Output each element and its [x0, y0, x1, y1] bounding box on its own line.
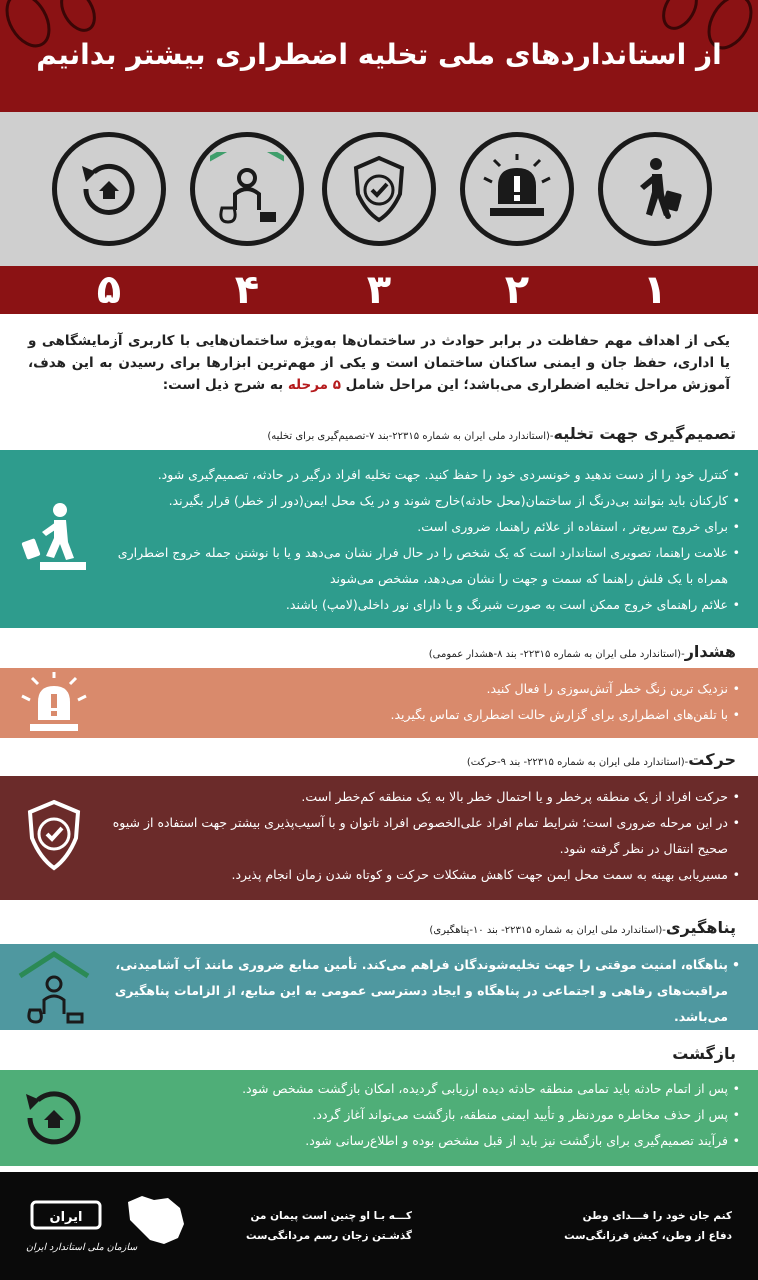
alarm-light-icon	[16, 666, 92, 742]
section-title-movement: حرکت-(استاندارد ملی ایران به شماره ۲۲۳۱۵- بند ۹-حرکت)	[466, 750, 736, 769]
section-icon	[12, 494, 96, 578]
list-item: • کارکنان باید بتوانند بی‌درنگ از ساختمان(محل حادثه)خارج شوند و در یک محل ایمن(دور از خطر) قرار بگیرند.	[110, 488, 740, 514]
footer-poem-line: گذشـتن زجان رسم مردانگی‌ست	[245, 1230, 412, 1242]
footer-poem-middle	[246, 1206, 412, 1246]
footer-org-name: سازمان ملی استاندارد ایران	[26, 1242, 138, 1253]
section-band-return	[0, 1070, 758, 1166]
standard-logo-icon	[30, 1196, 102, 1236]
section-band-movement	[0, 776, 758, 900]
section-ref: -(استاندارد ملی ایران به شماره ۲۲۳۱۵- بند ۸-هشدار عمومی)	[428, 649, 685, 660]
section-ref: -(استاندارد ملی ایران به شماره ۲۲۳۱۵- بند ۱۰-پناهگیری)	[429, 925, 666, 936]
section-icon	[12, 662, 96, 746]
step-number-1: ۱	[642, 267, 668, 313]
list-item: • حرکت افراد از یک منطقه پرخطر و یا احتمال خطر بالا به یک منطقه کم‌خطر است.	[110, 784, 740, 810]
list-item: • علائم راهنمای خروج ممکن است به صورت شبرنگ و یا دارای نور داخلی(لامپ) باشند.	[110, 592, 740, 618]
logo-text: ایران	[49, 1210, 83, 1225]
intro-highlight: ۵ مرحله	[287, 377, 341, 393]
list-item: • فرآیند تصمیم‌گیری برای بازگشت نیز باید از قبل مشخص بوده و اطلاع‌رسانی شود.	[110, 1128, 740, 1154]
shelter-icon	[16, 950, 92, 1026]
steps-icon-band	[0, 112, 758, 266]
intro-text-before: یکی از اهداف مهم حفاظت در برابر حوادث در ساختمان‌ها به‌ویژه ساختمان‌هایی با کاربری آزمایشگاهی و یا اداری، حفظ جان و ایمنی ساکنان ساختمان است و یکی از مهم‌ترین ابزارها برای رسیدن به این هدف، آموزش مراحل تخلیه اضطراری می‌باشد؛ این مراحل شامل	[28, 333, 730, 393]
bullet-list	[110, 784, 740, 888]
section-ref: -(استاندارد ملی ایران به شماره ۲۲۳۱۵- بند ۹-حرکت)	[466, 757, 689, 768]
footer-poem-line: دفاع از وطن، کیش فرزانگی‌ست	[564, 1230, 732, 1242]
section-ref: -(استاندارد ملی ایران به شماره ۲۲۳۱۵-بند ۷-تصمیم‌گیری برای تخلیه)	[267, 431, 554, 442]
list-item: • پناهگاه، امنیت موقتی را جهت تخلیه‌شوندگان فراهم می‌کند. تأمین منابع ضروری مانند آب آشامیدنی، مراقبت‌های رفاهی و اجتماعی در پناهگاه و ایجاد دسترسی عمومی به این منابع، از الزامات پناهگیری می‌باشد.	[110, 952, 740, 1030]
step-number-3: ۳	[366, 267, 392, 313]
bullet-list	[110, 1076, 740, 1154]
section-title-alarm: هشدار-(استاندارد ملی ایران به شماره ۲۲۳۱۵- بند ۸-هشدار عمومی)	[428, 642, 736, 661]
section-band-shelter	[0, 944, 758, 1030]
intro-text-after: به شرح ذیل است:	[162, 377, 288, 393]
bullet-list	[110, 462, 740, 618]
list-item: • نزدیک ترین زنگ خطر آتش‌سوزی را فعال کنید.	[110, 676, 740, 702]
footer	[0, 1172, 758, 1280]
bullet-list	[110, 676, 740, 728]
section-band-alarm	[0, 668, 758, 738]
step-5-circle	[52, 132, 166, 246]
step-2-circle	[460, 132, 574, 246]
section-icon	[12, 794, 96, 878]
walking-person-icon	[16, 498, 92, 574]
section-band-evacuation-decision	[0, 450, 758, 628]
section-title-shelter: پناهگیری-(استاندارد ملی ایران به شماره ۲۲۳۱۵- بند ۱۰-پناهگیری)	[429, 918, 736, 937]
step-number-5: ۵	[96, 267, 122, 313]
step-1-circle	[598, 132, 712, 246]
walking-person-icon	[618, 152, 692, 226]
section-icon	[12, 1076, 96, 1160]
list-item: • پس از حذف مخاطره موردنظر و تأیید ایمنی منطقه، بازگشت می‌تواند آغاز گردد.	[110, 1102, 740, 1128]
bullet-list	[110, 952, 740, 1030]
step-3-circle	[322, 132, 436, 246]
list-item: • علامت راهنما، تصویری استاندارد است که یک شخص را در حال فرار نشان می‌دهد و یا با نوشتن جمله خروج اضطراری همراه با یک فلش راهنما که سمت و جهت را نشان می‌دهد، مشخص می‌شوند	[110, 540, 740, 592]
shield-check-icon	[342, 152, 416, 226]
iran-map-icon	[120, 1190, 190, 1250]
step-number-4: ۴	[234, 267, 260, 313]
list-item: • کنترل خود را از دست ندهید و خونسردی خود را حفظ کنید. جهت تخلیه افراد درگیر در حادثه، تصمیم‌گیری شود.	[110, 462, 740, 488]
return-home-icon	[72, 152, 146, 226]
footer-poem-line: کنم جان خود را فـــدای وطن	[582, 1210, 732, 1222]
list-item: • برای خروج سریع‌تر ، استفاده از علائم راهنما، ضروری است.	[110, 514, 740, 540]
step-number-2: ۲	[504, 267, 530, 313]
step-4-circle	[190, 132, 304, 246]
alarm-light-icon	[480, 152, 554, 226]
section-title-evacuation-decision: تصمیم‌گیری جهت تخلیه-(استاندارد ملی ایران به شماره ۲۲۳۱۵-بند ۷-تصمیم‌گیری برای تخلیه)	[267, 424, 736, 443]
section-icon	[12, 946, 96, 1030]
footer-poem-line: کـــه بـا او چنین است پیمان من	[250, 1210, 412, 1222]
intro-paragraph	[28, 330, 730, 396]
list-item: • با تلفن‌های اضطراری برای گزارش حالت اضطراری تماس بگیرید.	[110, 702, 740, 728]
header-banner	[0, 0, 758, 112]
footer-poem-right	[564, 1206, 732, 1246]
steps-number-band	[0, 266, 758, 314]
list-item: • مسیریابی بهینه به سمت محل ایمن جهت کاهش مشکلات حرکت و کوتاه شدن زمان انجام پذیرد.	[110, 862, 740, 888]
shelter-icon	[210, 152, 284, 226]
section-title-return: بازگشت	[672, 1044, 736, 1063]
return-home-icon	[16, 1080, 92, 1156]
page-title: از استانداردهای ملی تخلیه اضطراری بیشتر بدانیم	[36, 38, 722, 71]
list-item: • در این مرحله ضروری است؛ شرایط تمام افراد علی‌الخصوص افراد ناتوان و با آسیب‌پذیری بیشتر جهت استفاده از شیوه صحیح انتقال در نظر گرفته شود.	[110, 810, 740, 862]
list-item: • پس از اتمام حادثه باید تمامی منطقه حادثه دیده ارزیابی گردیده، امکان بازگشت مشخص شود.	[110, 1076, 740, 1102]
shield-check-icon	[16, 798, 92, 874]
